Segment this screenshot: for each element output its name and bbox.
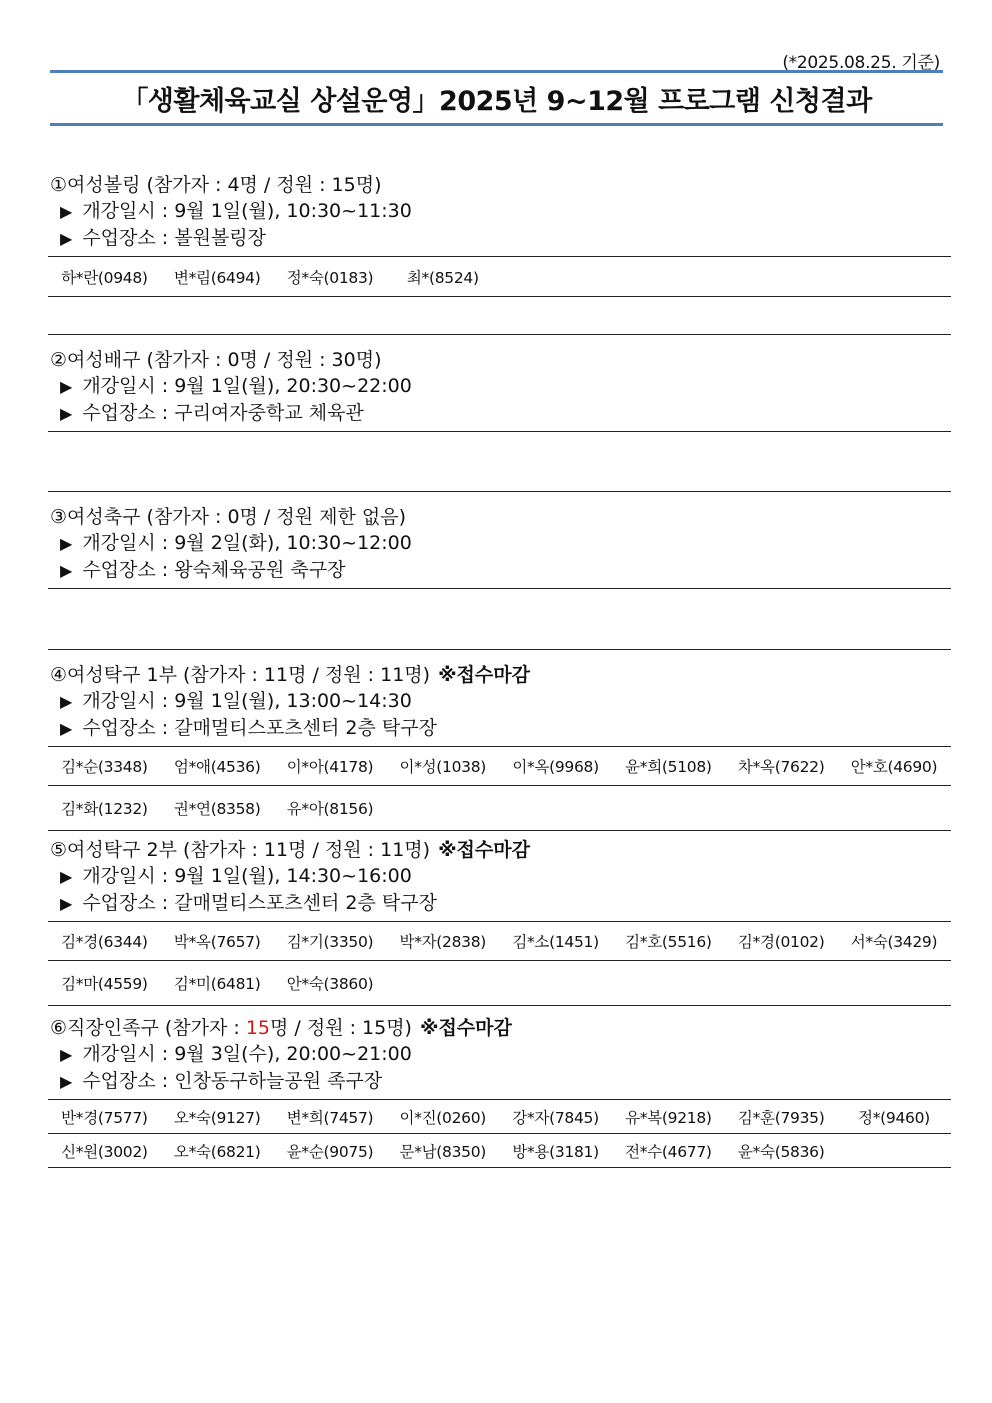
table-row [48,747,951,786]
participant-count: 15 [245,1017,270,1039]
venue-line [48,890,951,917]
venue-line [48,715,951,742]
venue-text: 수업장소 : 볼원볼링장 [82,227,266,249]
venue-line [48,225,951,252]
participant-cell: 문*남(8350) [399,1142,487,1161]
venue-text: 수업장소 : 왕숙체육공원 축구장 [82,559,346,581]
participant-cell: 김*기(3350) [286,933,374,951]
participant-cell: 안*숙(3860) [286,975,374,993]
section-workers-jokgu [48,1015,951,1168]
bullet-icon: ▶ [60,719,73,738]
participant-cell: 권*연(8358) [173,800,261,818]
schedule-text: 개강일시 : 9월 3일(수), 20:00~21:00 [82,1043,412,1065]
basis-date: (*2025.08.25. 기준) [782,53,940,73]
divider [48,334,951,335]
table-row [48,922,951,961]
bullet-icon: ▶ [60,534,73,553]
participant-cell: 정*(9460) [858,1108,930,1127]
table-row [48,1100,951,1134]
schedule-line [48,863,951,890]
closed-notice: ※접수마감 [419,1017,512,1039]
participant-cell: 방*용(3181) [512,1142,599,1161]
schedule-line [48,373,951,400]
participant-cell: 이*성(1038) [399,758,487,776]
schedule-line [48,688,951,715]
participant-cell: 김*소(1451) [512,933,599,951]
participant-cell: 김*훈(7935) [737,1108,825,1127]
divider [48,491,951,492]
venue-line [48,1068,951,1095]
venue-line [48,400,951,427]
section-heading [48,837,951,863]
participant-cell: 엄*애(4536) [173,758,261,776]
section-women-table-tennis-1 [48,649,951,831]
participant-cell: 이*옥(9968) [512,758,599,776]
participant-cell: 윤*희(5108) [625,758,712,776]
schedule-text: 개강일시 : 9월 1일(월), 20:30~22:00 [82,375,412,397]
participant-cell: 이*진(0260) [399,1108,487,1127]
participant-cell: 전*수(4677) [625,1142,712,1161]
schedule-line [48,530,951,557]
bullet-icon: ▶ [60,894,73,913]
title-block [50,70,943,126]
participant-cell: 서*숙(3429) [850,933,938,951]
bullet-icon: ▶ [60,561,73,580]
participant-cell: 유*복(9218) [625,1108,712,1127]
participant-cell: 윤*순(9075) [286,1142,374,1161]
participant-cell: 차*옥(7622) [737,758,825,776]
participant-cell: 김*호(5516) [625,933,712,951]
participant-cell: 오*숙(6821) [173,1142,261,1161]
participant-cell: 박*자(2838) [399,933,487,951]
section-heading-prefix: ⑥직장인족구 (참가자 : [50,1017,246,1039]
section-heading: ③여성축구 (참가자 : 0명 / 정원 제한 없음) [50,506,406,528]
participant-cell: 김*순(3348) [61,758,148,776]
section-heading-text: ⑤여성탁구 2부 (참가자 : 11명 / 정원 : 11명) [50,839,431,861]
divider [48,588,951,589]
participant-cell: 강*자(7845) [512,1108,599,1127]
section-heading [48,662,951,688]
schedule-text: 개강일시 : 9월 1일(월), 10:30~11:30 [82,200,412,222]
section-women-soccer [48,491,951,589]
schedule-text: 개강일시 : 9월 1일(월), 13:00~14:30 [82,690,412,712]
participant-table [48,921,951,1006]
bullet-icon: ▶ [60,404,73,423]
section-heading-text: ④여성탁구 1부 (참가자 : 11명 / 정원 : 11명) [50,664,431,686]
venue-text: 수업장소 : 인창동구하늘공원 족구장 [82,1070,383,1092]
participant-cell: 반*경(7577) [61,1108,148,1127]
participant-cell: 이*아(4178) [286,758,374,776]
participant-cell: 안*호(4690) [850,758,938,776]
bullet-icon: ▶ [60,1072,73,1091]
section-heading-suffix: 명 / 정원 : 15명) [270,1017,412,1039]
participant-cell: 김*마(4559) [61,975,148,993]
section-heading: ②여성배구 (참가자 : 0명 / 정원 : 30명) [50,349,382,371]
section-women-table-tennis-2 [48,837,951,1006]
closed-notice: ※접수마감 [438,664,530,686]
participant-cell: 변*림(6494) [173,268,261,287]
page-title: 「생활체육교실 상설운영」2025년 9~12월 프로그램 신청결과 [121,85,872,117]
venue-text: 수업장소 : 갈매멀티스포츠센터 2층 탁구장 [82,892,437,914]
table-row [48,961,951,1006]
participant-cell: 김*경(0102) [737,933,825,951]
section-women-bowling [48,172,951,297]
bullet-icon: ▶ [60,867,73,886]
closed-notice: ※접수마감 [438,839,530,861]
schedule-text: 개강일시 : 9월 1일(월), 14:30~16:00 [82,865,412,887]
participant-table [48,1099,951,1168]
participant-cell: 변*희(7457) [286,1108,374,1127]
divider [48,431,951,432]
venue-line [48,557,951,584]
participant-cell: 정*숙(0183) [286,268,374,287]
bullet-icon: ▶ [60,229,73,248]
bullet-icon: ▶ [60,377,73,396]
venue-text: 수업장소 : 구리여자중학교 체육관 [82,402,364,424]
schedule-text: 개강일시 : 9월 2일(화), 10:30~12:00 [82,532,412,554]
participant-cell: 최*(8524) [406,268,479,287]
participant-cell: 김*화(1232) [61,800,148,818]
participant-cell: 김*미(6481) [173,975,261,993]
participant-cell: 신*원(3002) [61,1142,148,1161]
table-row [48,786,951,831]
participant-cell: 윤*숙(5836) [737,1142,825,1161]
section-women-volleyball [48,334,951,432]
venue-text: 수업장소 : 갈매멀티스포츠센터 2층 탁구장 [82,717,437,739]
divider [48,649,951,650]
section-heading: ①여성볼링 (참가자 : 4명 / 정원 : 15명) [50,174,382,196]
bullet-icon: ▶ [60,1045,73,1064]
table-row [48,257,951,297]
schedule-line [48,198,951,225]
participant-cell: 하*란(0948) [61,268,148,287]
participant-cell: 박*옥(7657) [173,933,261,951]
participant-cell: 오*숙(9127) [173,1108,261,1127]
participant-cell: 김*경(6344) [61,933,148,951]
bullet-icon: ▶ [60,202,73,221]
bullet-icon: ▶ [60,692,73,711]
participant-table [48,256,951,297]
participant-cell: 유*아(8156) [286,800,374,818]
participant-table [48,746,951,831]
table-row [48,1134,951,1168]
schedule-line [48,1041,951,1068]
section-heading [48,1015,951,1041]
